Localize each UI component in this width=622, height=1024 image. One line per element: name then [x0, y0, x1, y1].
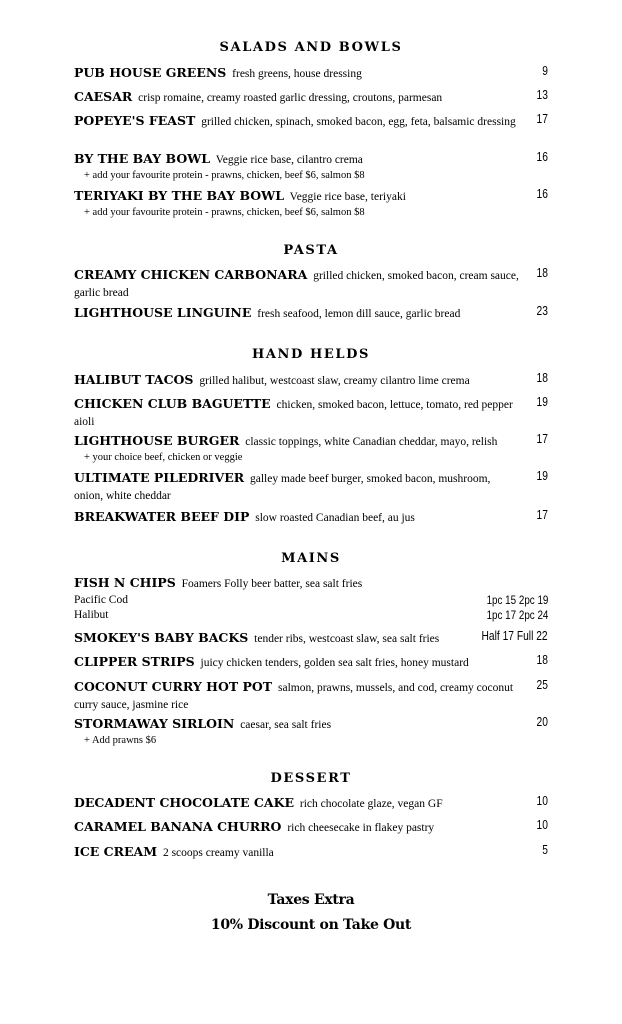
section-title-salads: SALADS AND BOWLS — [219, 40, 403, 55]
item-name: PUB HOUSE GREENS — [74, 65, 227, 80]
item-desc: chicken, smoked bacon, lettuce, tomato, red pepper aioli — [74, 399, 513, 428]
menu-item-beef-dip — [74, 508, 550, 527]
menu-item-teriyaki-bowl — [74, 187, 550, 220]
item-desc: rich cheesecake in flakey pastry — [287, 822, 435, 834]
item-name: DECADENT CHOCOLATE CAKE — [74, 795, 294, 810]
item-name: ICE CREAM — [74, 844, 158, 859]
item-desc: grilled halibut, westcoast slaw, creamy cilantro lime crema — [199, 375, 470, 387]
item-note: + add your favourite protein - prawns, chicken, beef $6, salmon $8 — [84, 170, 365, 181]
option-label: Halibut — [74, 609, 109, 621]
item-desc: slow roasted Canadian beef, au jus — [255, 512, 415, 524]
item-desc: 2 scoops creamy vanilla — [162, 847, 274, 859]
item-name: CAESAR — [74, 89, 133, 104]
option-label: Pacific Cod — [74, 594, 128, 606]
item-name: COCONUT CURRY HOT POT — [74, 679, 273, 694]
item-name: BREAKWATER BEEF DIP — [74, 509, 250, 524]
item-price: 18 — [536, 653, 548, 667]
fish-option-cod — [74, 593, 550, 608]
item-price: 5 — [542, 843, 548, 857]
item-name: STORMAWAY SIRLOIN — [74, 716, 235, 731]
menu-item-carbonara — [74, 266, 550, 302]
item-price: 23 — [536, 304, 548, 318]
item-price: 20 — [536, 715, 548, 729]
item-desc: galley made beef burger, smoked bacon, mushroom, onion, white cheddar — [74, 473, 491, 502]
menu-item-fish-n-chips — [74, 574, 550, 623]
item-desc: crisp romaine, creamy roasted garlic dressing, croutons, parmesan — [138, 92, 443, 104]
menu-item-piledriver — [74, 469, 550, 505]
item-desc: fresh greens, house dressing — [232, 68, 362, 80]
menu-item-linguine — [74, 304, 550, 323]
item-desc: grilled chicken, spinach, smoked bacon, egg, feta, balsamic dressing — [201, 116, 516, 128]
item-price: 10 — [536, 818, 548, 832]
item-desc: Veggie rice base, cilantro crema — [215, 154, 363, 166]
menu-item-clipper-strips — [74, 653, 550, 672]
item-desc: tender ribs, westcoast slaw, sea salt fries — [254, 633, 440, 645]
menu-item-halibut-tacos — [74, 371, 550, 390]
item-price: 19 — [536, 469, 548, 483]
item-price: 25 — [536, 678, 548, 692]
menu-item-ice-cream — [74, 843, 550, 862]
section-title-mains: MAINS — [281, 551, 341, 566]
item-note: + add your favourite protein - prawns, chicken, beef $6, salmon $8 — [84, 207, 365, 218]
item-note: + your choice beef, chicken or veggie — [84, 452, 243, 463]
menu-item-lighthouse-burger — [74, 432, 550, 465]
item-desc: caesar, sea salt fries — [240, 719, 332, 731]
item-name: CHICKEN CLUB BAGUETTE — [74, 396, 271, 411]
section-title-pasta: PASTA — [283, 243, 339, 258]
item-price: 16 — [536, 187, 548, 201]
item-note: + Add prawns $6 — [84, 735, 157, 746]
menu-item-curry-hot-pot — [74, 678, 550, 714]
item-name: POPEYE'S FEAST — [74, 113, 196, 128]
item-price: 9 — [542, 64, 548, 78]
menu-item-churro — [74, 818, 550, 837]
section-title-handhelds: HAND HELDS — [251, 347, 371, 362]
menu-item-chocolate-cake — [74, 794, 550, 813]
item-price: 16 — [536, 150, 548, 164]
item-name: BY THE BAY BOWL — [74, 151, 211, 166]
option-price: 1pc 15 2pc 19 — [486, 593, 548, 607]
item-name: SMOKEY'S BABY BACKS — [74, 630, 249, 645]
takeout-discount-note: 10% Discount on Take Out — [210, 917, 412, 933]
item-price: 18 — [536, 371, 548, 385]
item-name: LIGHTHOUSE LINGUINE — [74, 305, 252, 320]
item-price: 13 — [536, 88, 548, 102]
menu-item-by-the-bay-bowl — [74, 150, 550, 183]
item-name: CREAMY CHICKEN CARBONARA — [74, 267, 308, 282]
item-desc: Foamers Folly beer batter, sea salt fries — [181, 578, 363, 590]
item-desc: salmon, prawns, mussels, and cod, creamy coconut curry sauce, jasmine rice — [74, 682, 514, 711]
item-name: HALIBUT TACOS — [74, 372, 194, 387]
item-name: FISH N CHIPS — [74, 575, 176, 590]
item-price: 10 — [536, 794, 548, 808]
menu-item-caesar — [74, 88, 550, 107]
menu-item-baby-backs — [74, 629, 550, 648]
item-name: LIGHTHOUSE BURGER — [74, 433, 240, 448]
item-desc: rich chocolate glaze, vegan GF — [299, 798, 443, 810]
menu-item-popeyes-feast — [74, 112, 550, 131]
item-price: 19 — [536, 395, 548, 409]
menu-item-sirloin — [74, 715, 550, 748]
item-price: 17 — [536, 432, 548, 446]
taxes-note: Taxes Extra — [267, 892, 355, 908]
fish-option-halibut — [74, 608, 550, 623]
menu-item-club-baguette — [74, 395, 550, 431]
option-price: 1pc 17 2pc 24 — [486, 608, 548, 622]
item-desc: grilled chicken, smoked bacon, cream sauce, garlic bread — [74, 270, 519, 299]
item-desc: juicy chicken tenders, golden sea salt fries, honey mustard — [200, 657, 469, 669]
item-price: Half 17 Full 22 — [481, 629, 548, 643]
item-name: CLIPPER STRIPS — [74, 654, 195, 669]
item-desc: Veggie rice base, teriyaki — [289, 191, 406, 203]
item-desc: classic toppings, white Canadian cheddar, mayo, relish — [245, 436, 498, 448]
section-title-dessert: DESSERT — [270, 771, 352, 786]
item-price: 17 — [536, 112, 548, 126]
item-name: ULTIMATE PILEDRIVER — [74, 470, 245, 485]
item-name: CARAMEL BANANA CHURRO — [74, 819, 282, 834]
menu-item-pub-house-greens — [74, 64, 550, 83]
item-desc: fresh seafood, lemon dill sauce, garlic bread — [257, 308, 461, 320]
item-price: 17 — [536, 508, 548, 522]
item-price: 18 — [536, 266, 548, 280]
item-name: TERIYAKI BY THE BAY BOWL — [74, 188, 284, 203]
